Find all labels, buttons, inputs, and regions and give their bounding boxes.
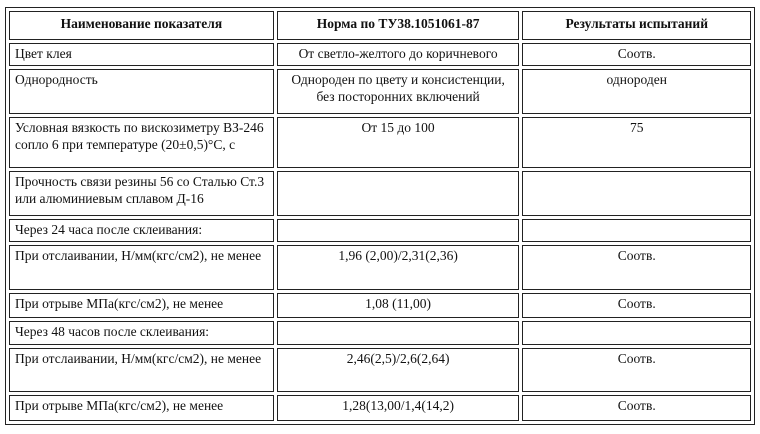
table-row bbox=[9, 321, 751, 344]
result-value: Соотв. bbox=[522, 293, 751, 319]
norm-value: От светло-желтого до коричневого bbox=[277, 43, 520, 66]
indicator-name: Цвет клея bbox=[9, 43, 274, 66]
norm-value: 1,28(13,00/1,4(14,2) bbox=[277, 395, 520, 421]
table-row bbox=[9, 293, 751, 319]
result-value: 75 bbox=[522, 117, 751, 168]
table-row bbox=[9, 219, 751, 242]
header-indicator-name: Наименование показателя bbox=[9, 11, 274, 40]
norm-value: Однороден по цвету и консистенции, без посторонних включений bbox=[277, 69, 520, 114]
norm-value: 1,08 (11,00) bbox=[277, 293, 520, 319]
indicator-name: Прочность связи резины 56 со Сталью Ст.3 или алюминиевым сплавом Д-16 bbox=[9, 171, 274, 216]
result-value: Соотв. bbox=[522, 348, 751, 393]
norm-value bbox=[277, 171, 520, 216]
header-row bbox=[9, 11, 751, 40]
indicator-name: При отслаивании, Н/мм(кгс/см2), не менее bbox=[9, 348, 274, 393]
table-row bbox=[9, 117, 751, 168]
result-value: однороден bbox=[522, 69, 751, 114]
header-norm: Норма по ТУ38.1051061-87 bbox=[277, 11, 520, 40]
indicator-name: Через 24 часа после склеивания: bbox=[9, 219, 274, 242]
table-row bbox=[9, 43, 751, 66]
table-row bbox=[9, 69, 751, 114]
result-value bbox=[522, 219, 751, 242]
result-value: Соотв. bbox=[522, 245, 751, 290]
table-row bbox=[9, 395, 751, 421]
table-row bbox=[9, 348, 751, 393]
indicator-name: При отслаивании, Н/мм(кгс/см2), не менее bbox=[9, 245, 274, 290]
indicator-name: Через 48 часов после склеивания: bbox=[9, 321, 274, 344]
result-value: Соотв. bbox=[522, 395, 751, 421]
norm-value bbox=[277, 321, 520, 344]
result-value: Соотв. bbox=[522, 43, 751, 66]
table-row bbox=[9, 171, 751, 216]
indicator-name: Однородность bbox=[9, 69, 274, 114]
indicator-name: При отрыве МПа(кгс/см2), не менее bbox=[9, 293, 274, 319]
test-results-table bbox=[5, 7, 755, 425]
indicator-name: При отрыве МПа(кгс/см2), не менее bbox=[9, 395, 274, 421]
norm-value: 1,96 (2,00)/2,31(2,36) bbox=[277, 245, 520, 290]
result-value bbox=[522, 321, 751, 344]
indicator-name: Условная вязкость по вискозиметру ВЗ-246 сопло 6 при температуре (20±0,5)°С, с bbox=[9, 117, 274, 168]
table-row bbox=[9, 245, 751, 290]
norm-value: От 15 до 100 bbox=[277, 117, 520, 168]
result-value bbox=[522, 171, 751, 216]
norm-value: 2,46(2,5)/2,6(2,64) bbox=[277, 348, 520, 393]
norm-value bbox=[277, 219, 520, 242]
header-results: Результаты испытаний bbox=[522, 11, 751, 40]
